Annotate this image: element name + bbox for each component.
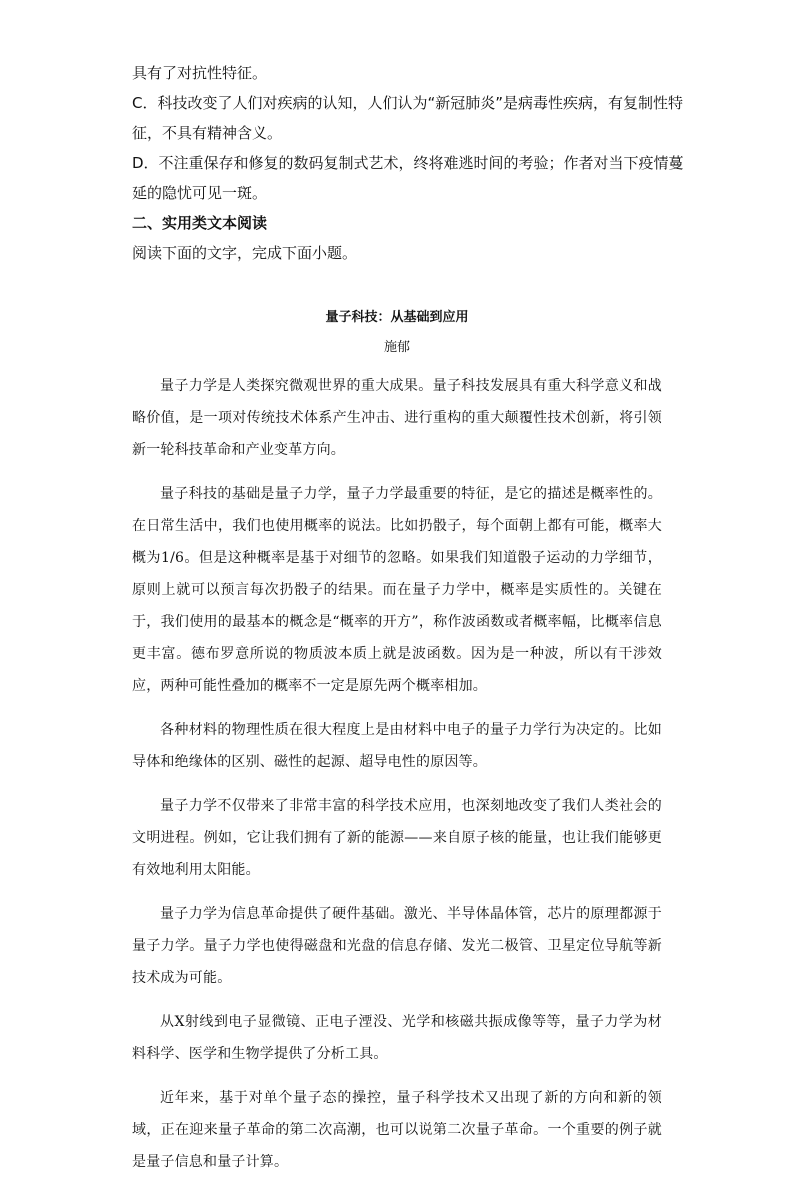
article	[132, 302, 662, 1178]
section-heading: 二、实用类文本阅读	[132, 214, 268, 232]
paragraph: 量子力学为信息革命提供了硬件基础。激光、半导体晶体管，芯片的原理都源于量子力学。量子力学也使得磁盘和光盘的信息存储、发光二极管、卫星定位导航等新技术成为可能。	[132, 906, 662, 986]
option-line: 具有了对抗性特征。	[132, 64, 268, 82]
option-line: 延的隐忧可见一斑。	[132, 184, 268, 202]
option-d-line: D．不注重保存和修复的数码复制式艺术，终将难逃时间的考验；作者对当下疫情蔓	[132, 154, 684, 172]
paragraph: 量子科技的基础是量子力学，量子力学最重要的特征，是它的描述是概率性的。在日常生活中，我们也使用概率的说法。比如扔骰子，每个面朝上都有可能，概率大概为1/6。但是这种概率是基于对细节的忽略。如果我们知道骰子运动的力学细节，原则上就可以预言每次扔骰子的结果。而在量子力学中，概率是实质性的。关键在于，我们使用的最基本的概念是“概率的开方”，称作波函数或者概率幅，比概率信息更丰富。德布罗意所说的物质波本质上就是波函数。因为是一种波，所以有干涉效应，两种可能性叠加的概率不一定是原先两个概率相加。	[132, 486, 662, 694]
article-author: 施郁	[383, 340, 410, 355]
section-instruction: 阅读下面的文字，完成下面小题。	[132, 244, 358, 262]
paragraph: 从X射线到电子显微镜、正电子湮没、光学和核磁共振成像等等，量子力学为材料科学、医学和生物学提供了分析工具。	[132, 1014, 662, 1062]
paragraph: 近年来，基于对单个量子态的操控，量子科学技术又出现了新的方向和新的领域，正在迎来量子革命的第二次高潮，也可以说第二次量子革命。一个重要的例子就是量子信息和量子计算。	[132, 1090, 662, 1170]
paragraph: 量子力学是人类探究微观世界的重大成果。量子科技发展具有重大科学意义和战略价值，是一项对传统技术体系产生冲击、进行重构的重大颠覆性技术创新，将引领新一轮科技革命和产业变革方向。	[132, 378, 662, 458]
paragraph: 量子力学不仅带来了非常丰富的科学技术应用，也深刻地改变了我们人类社会的文明进程。例如，它让我们拥有了新的能源——来自原子核的能量，也让我们能够更有效地利用太阳能。	[132, 798, 662, 878]
paragraph: 各种材料的物理性质在很大程度上是由材料中电子的量子力学行为决定的。比如导体和绝缘体的区别、磁性的起源、超导电性的原因等。	[132, 722, 662, 770]
answer-options	[132, 58, 684, 268]
option-line: 征，不具有精神含义。	[132, 124, 283, 142]
option-c-line: C．科技改变了人们对疾病的认知，人们认为“新冠肺炎”是病毒性疾病，有复制性特	[132, 94, 684, 112]
article-title: 量子科技：从基础到应用	[325, 310, 469, 325]
